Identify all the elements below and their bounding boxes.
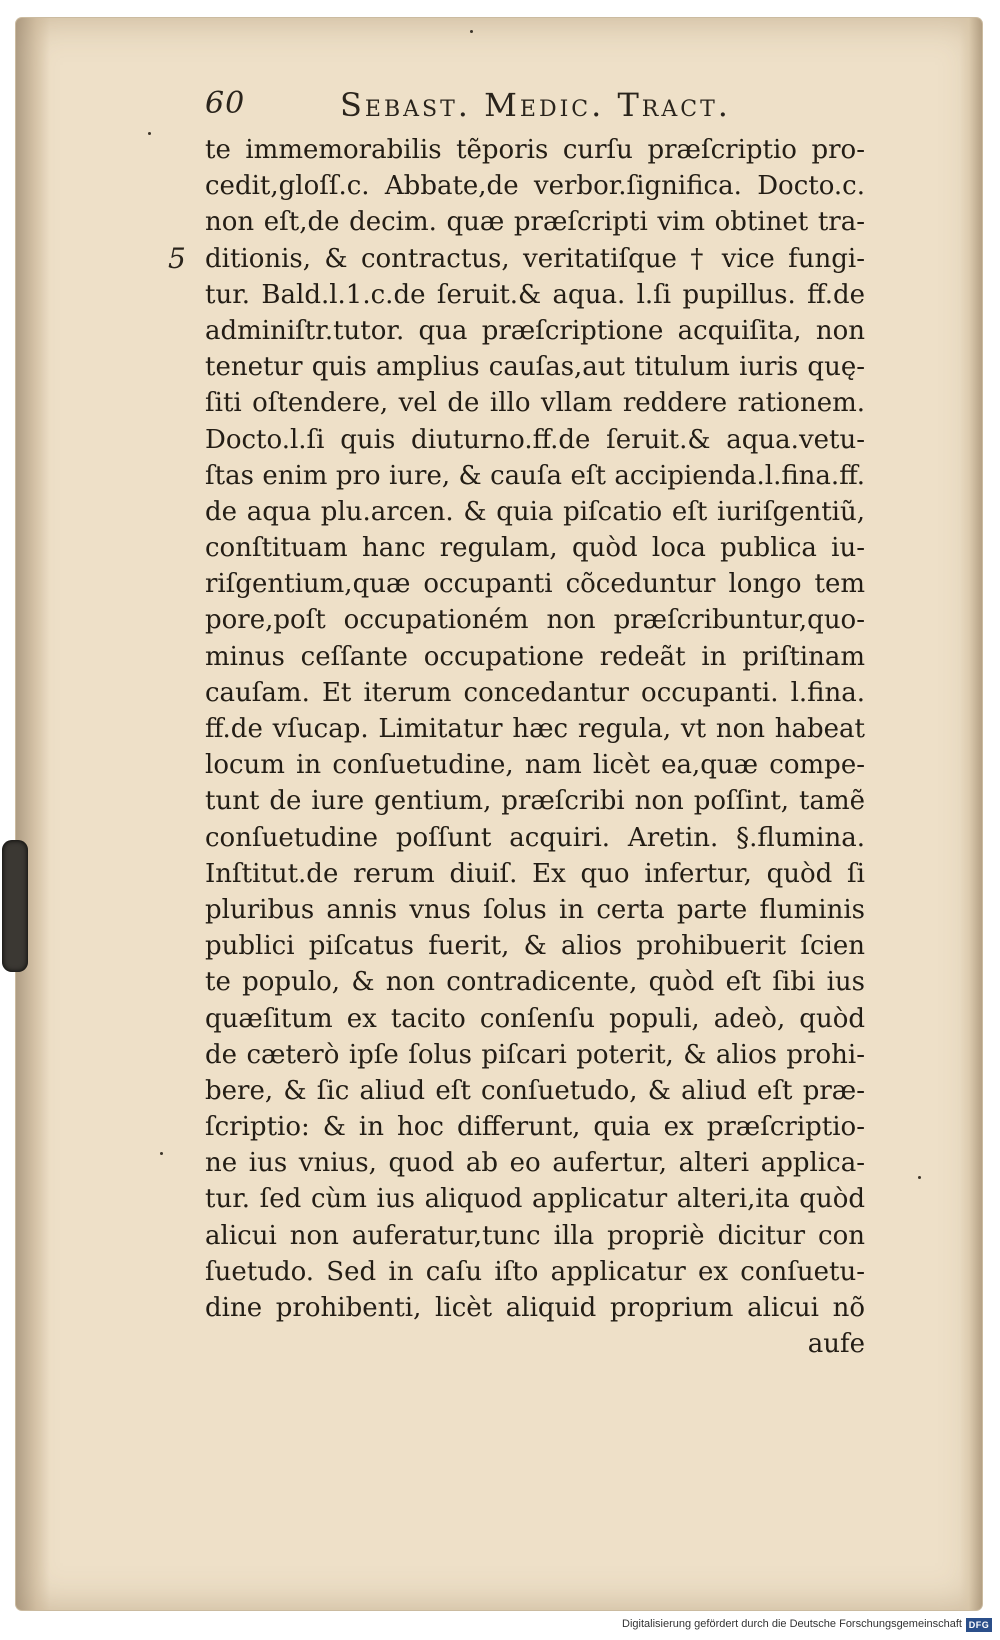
text-line: pluribus annis vnus ſolus in certa parte fluminis — [205, 894, 865, 925]
text-line: pore,poſt occupationém non præſcribuntur,quo- — [205, 605, 865, 636]
page-number: 60 — [205, 86, 246, 121]
text-line: non eſt,de decim. quæ præſcripti vim obtinet tra- — [205, 207, 865, 238]
ink-speck — [148, 132, 151, 135]
text-line: cauſam. Et iterum concedantur occupanti. l.fina. — [205, 677, 865, 708]
running-head — [205, 86, 905, 126]
text-line: tenetur quis amplius cauſas,aut titulum iuris quę- — [205, 352, 865, 383]
text-line: te populo, & non contradicente, quòd eſt ſibi ius — [205, 967, 865, 998]
text-line: ſcriptio: & in hoc differunt, quia ex præſcriptio- — [205, 1112, 865, 1143]
text-line: alicui non auferatur,tunc illa propriè dicitur con — [205, 1220, 865, 1251]
text-line: dine prohibenti, licèt aliquid proprium alicui nõ — [205, 1293, 865, 1323]
text-line: locum in conſuetudine, nam licèt ea,quæ compe- — [205, 750, 865, 781]
body-text — [205, 132, 865, 1362]
text-line: Docto.l.ſi quis diuturno.ff.de ſeruit.& aqua.vetu- — [205, 424, 865, 455]
text-line: de aqua plu.arcen. & quia piſcatio eſt iuriſgentiũ, — [205, 496, 865, 527]
binding-clasp — [2, 840, 28, 972]
text-line: conſtituam hanc regulam, quòd loca publica iu- — [205, 533, 865, 564]
footer-bar — [0, 1616, 1000, 1640]
catchword: aufe — [807, 1329, 865, 1360]
ink-speck — [918, 1176, 921, 1179]
text-line: tunt de iure gentium, præſcribi non poſſint, tamẽ — [205, 786, 865, 817]
text-line: cedit,gloſſ.c. Abbate,de verbor.ſignifica. Docto.c. — [205, 171, 865, 202]
ink-speck — [470, 30, 473, 33]
page-edge-left — [16, 18, 50, 1610]
page-edge-right — [960, 18, 982, 1610]
margin-note-mark: 5 — [168, 242, 186, 275]
text-line: tur. ſed cùm ius aliquod applicatur alteri,ita quòd — [205, 1184, 865, 1215]
text-line: ff.de vſucap. Limitatur hæc regula, vt non habeat — [205, 714, 865, 744]
text-line: quæſitum ex tacito conſenſu populi, adeò, quòd — [205, 1003, 865, 1034]
text-line: conſuetudine poſſunt acquiri. Aretin. §.flumina. — [205, 822, 865, 853]
text-line: ſiti oſtendere, vel de illo vllam reddere rationem. — [205, 388, 865, 419]
text-line: ſtas enim pro iure, & cauſa eſt accipienda.l.fina.ff. — [205, 460, 865, 491]
text-line: adminiſtr.tutor. qua præſcriptione acquiſita, non — [205, 315, 865, 346]
text-line: publici piſcatus fuerit, & alios prohibuerit ſcien — [205, 931, 865, 962]
text-line: riſgentium,quæ occupanti cõceduntur longo tem — [205, 569, 865, 600]
dfg-logo: DFG — [966, 1618, 992, 1632]
text-line: ne ius vnius, quod ab eo aufertur, alteri applica- — [205, 1148, 865, 1179]
ink-speck — [160, 1152, 163, 1155]
text-line: bere, & ſic aliud eſt conſuetudo, & aliud eſt præ- — [205, 1075, 865, 1106]
footer-credit: Digitalisierung gefördert durch die Deutsche Forschungsgemeinschaft — [622, 1618, 962, 1630]
text-line: tur. Bald.l.1.c.de ſeruit.& aqua. l.ſi pupillus. ff.de — [205, 279, 865, 310]
text-line: ditionis, & contractus, veritatiſque † vice fungi- — [205, 243, 865, 274]
running-title: Sebast. Medic. Tract. — [340, 86, 731, 124]
text-line: Inſtitut.de rerum diuiſ. Ex quo infertur, quòd ſi — [205, 858, 865, 889]
text-line: te immemorabilis tẽporis curſu præſcriptio pro- — [205, 135, 865, 165]
text-line: minus ceſſante occupatione redeãt in priſtinam — [205, 641, 865, 672]
text-line: de cæterò ipſe ſolus piſcari poterit, & alios prohi- — [205, 1039, 865, 1070]
text-line: ſuetudo. Sed in caſu iſto applicatur ex conſuetu- — [205, 1256, 865, 1287]
